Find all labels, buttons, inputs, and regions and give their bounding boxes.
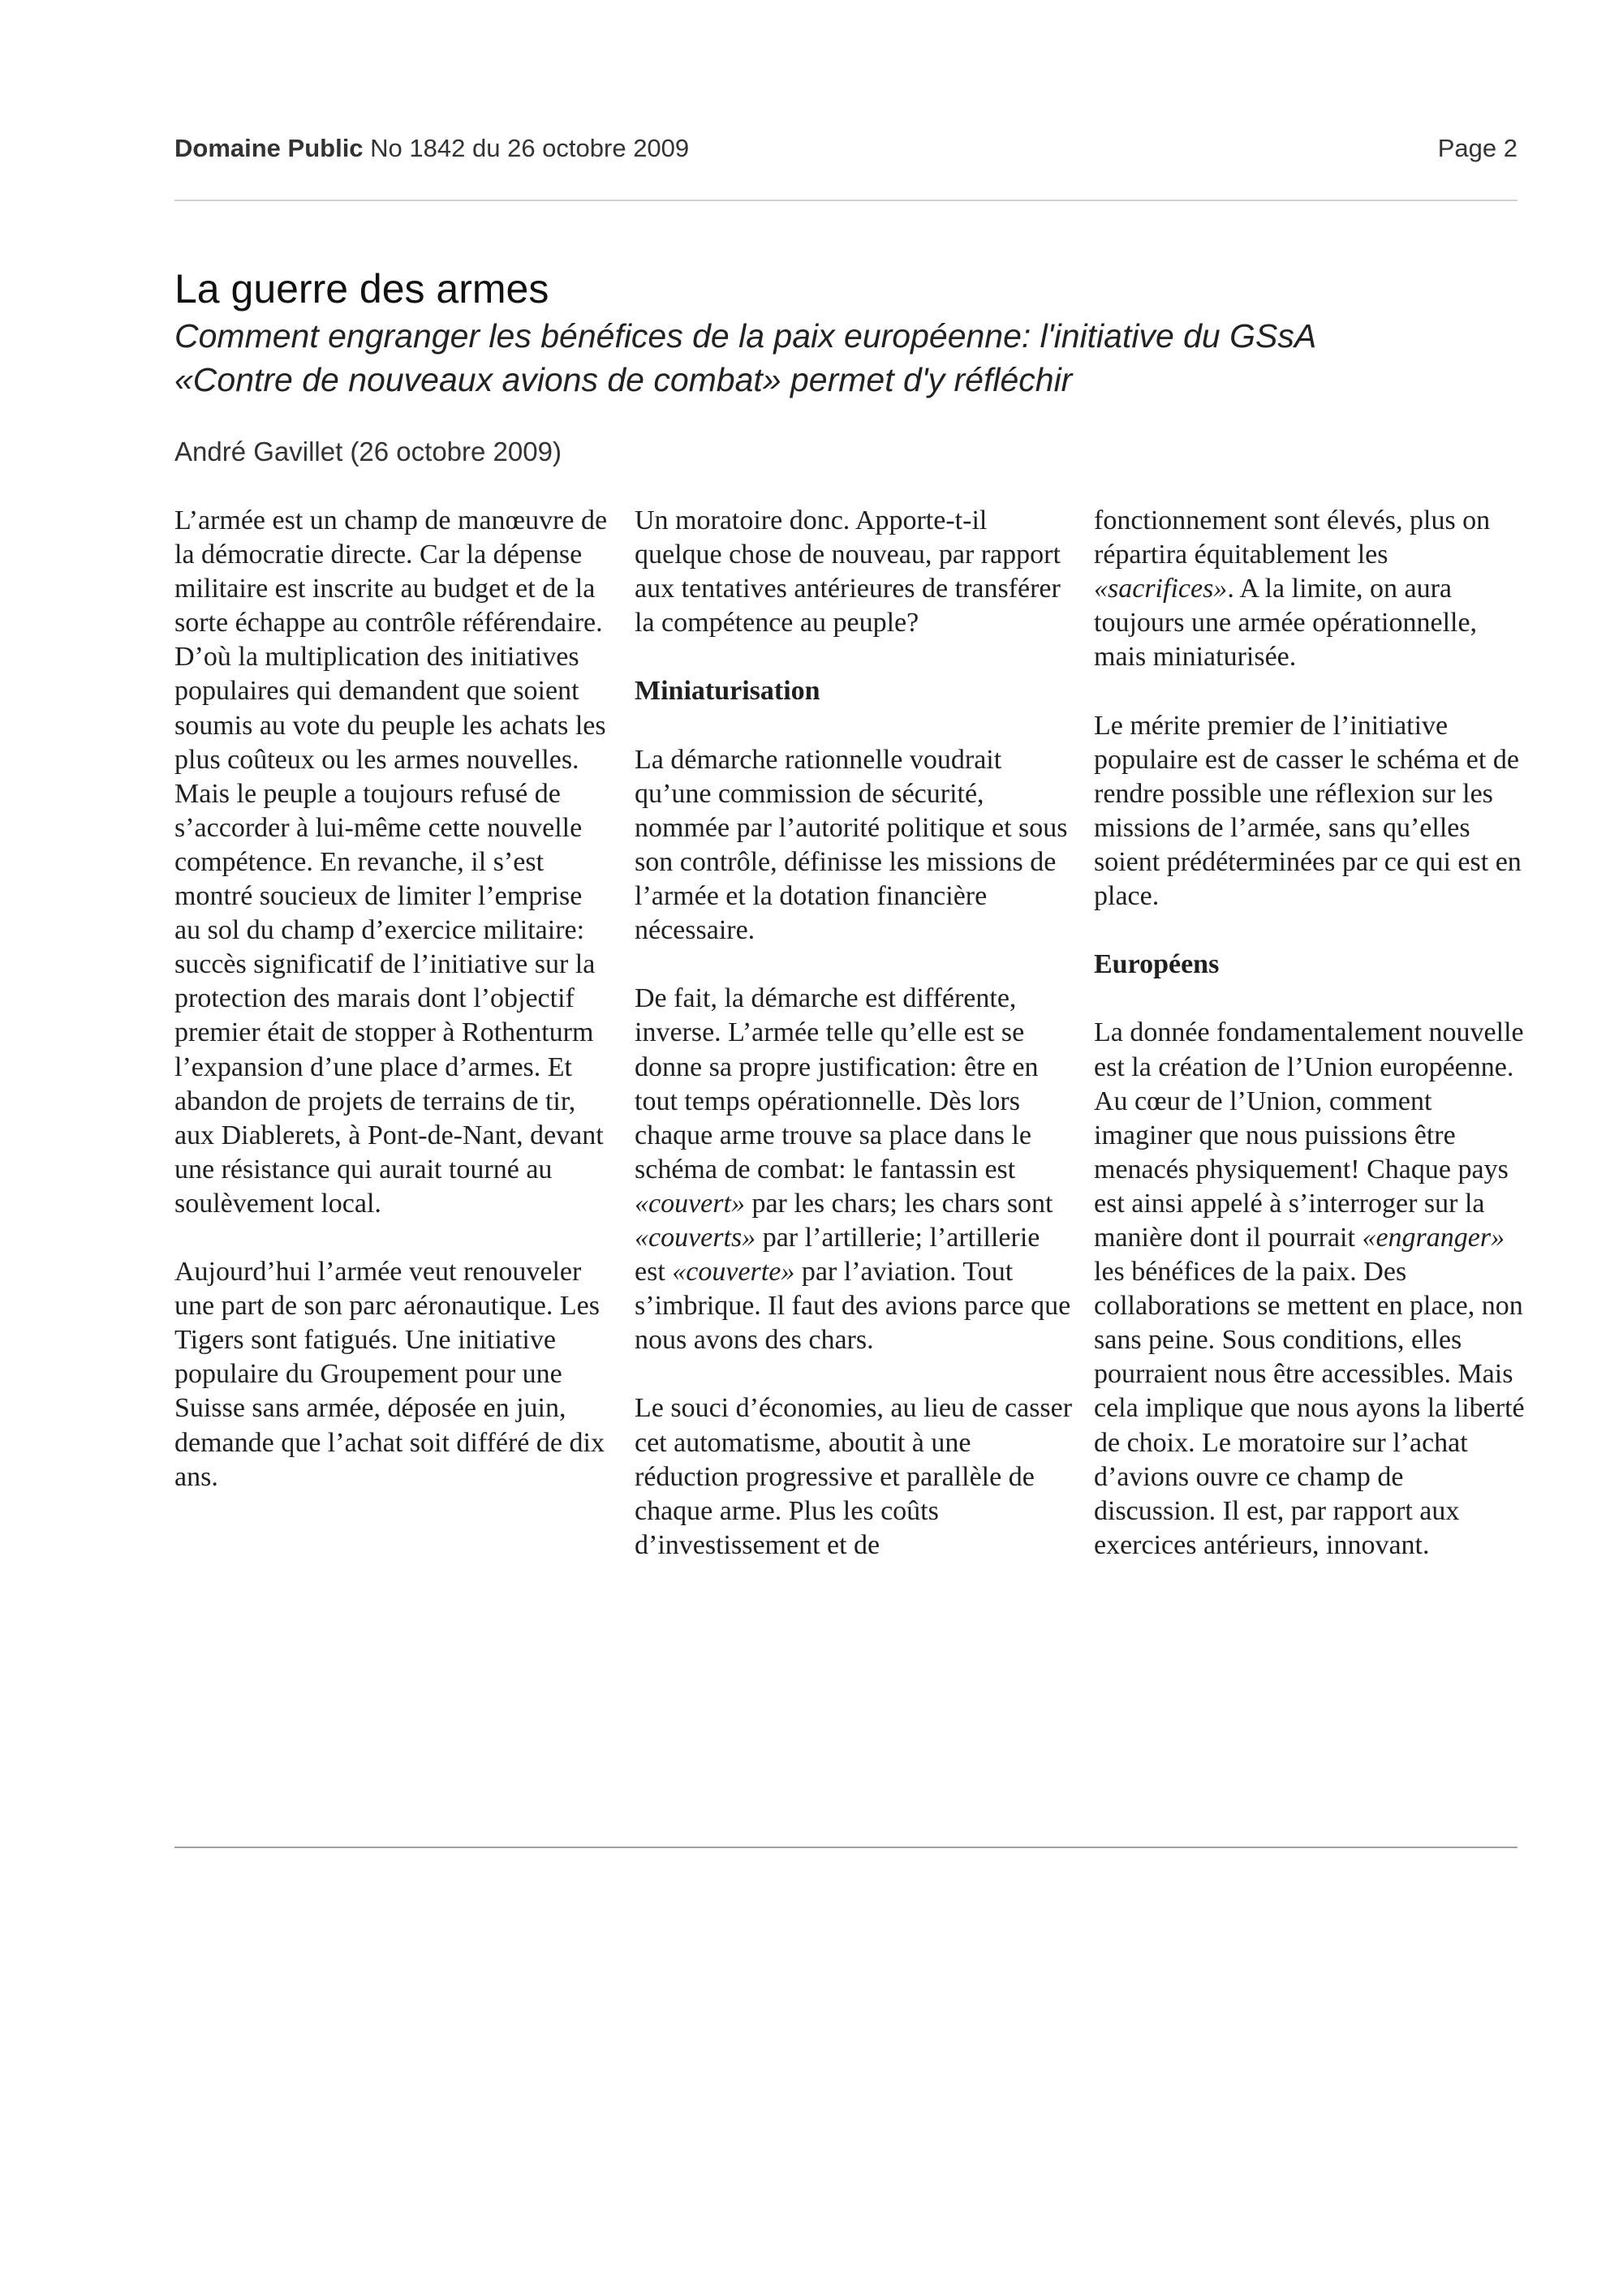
article-byline: André Gavillet (26 octobre 2009): [174, 436, 562, 467]
text-column-3: [1094, 504, 1532, 1563]
section-heading-europeens: Européens: [1094, 949, 1220, 980]
page-number: Page 2: [1437, 134, 1518, 162]
paragraph: [635, 982, 1073, 1357]
emphasis: «couverts»: [635, 1222, 756, 1253]
text-run: fonctionnement sont élevés, plus on répartira équitablement les: [1094, 505, 1491, 570]
paragraph: L’armée est un champ de manœuvre de la démocratie directe. Car la dépense militaire est inscrite au budget et de la sorte échappe au contrôle référendaire. D’où la multiplication des initiatives populaires qui demandent que soient soumis au vote du peuple les achats les plus coûteux ou les armes nouvelles. Mais le peuple a toujours refusé de s’accorder à lui-même cette nouvelle compétence. En revanche, il s’est montré soucieux de limiter l’emprise au sol du champ d’exercice militaire: succès significatif de l’initiative sur la protection des marais dont l’objectif premier était de stopper à Rothenturm l’expansion d’une place d’armes. Et abandon de projets de terrains de tir, aux Diablerets, à Pont-de-Nant, devant une résistance qui aurait tourné au soulèvement local.: [174, 505, 608, 1219]
issue-info: No 1842 du 26 octobre 2009: [370, 134, 690, 162]
header-divider: [174, 200, 1518, 201]
paragraph: La démarche rationnelle voudrait qu’une commission de sécurité, nommée par l’autorité politique et sous son contrôle, définisse les missions de l’armée et la dotation financière nécessaire.: [635, 744, 1068, 946]
paragraph: Le mérite premier de l’initiative populaire est de casser le schéma et de rendre possible une réflexion sur les missions de l’armée, sans qu’elles soient prédéterminées par ce qui est en place.: [1094, 710, 1522, 912]
emphasis: «couverte»: [672, 1257, 795, 1288]
subtitle-line-1: Comment engranger les bénéfices de la paix européenne: l'initiative du GSsA: [174, 317, 1317, 355]
text-run: La donnée fondamentalement nouvelle est la création de l’Union européenne. Au cœur de l’Union, comment imaginer que nous puissions être menacés physiquement! Chaque pays est ainsi appelé à s’interroger sur la manière dont il pourrait: [1094, 1017, 1524, 1253]
text-run: les bénéfices de la paix. Des collaborations se mettent en place, non sans peine. Sous conditions, elles pourraient nous être accessibles. Mais cela implique que nous ayons la liberté de choix. Le moratoire sur l’achat d’avions ouvre ce champ de discussion. Il est, par rapport aux exercices antérieurs, innovant.: [1094, 1257, 1525, 1560]
article-subtitle: [174, 314, 1518, 402]
text-column-1: [174, 504, 613, 1494]
footer-divider: [174, 1847, 1518, 1848]
section-heading-miniaturisation: Miniaturisation: [635, 676, 820, 707]
emphasis: «sacrifices»: [1094, 574, 1228, 604]
paragraph: [1094, 504, 1532, 674]
text-run: par l’aviation. Tout s’imbrique. Il faut des avions parce que nous avons des chars.: [635, 1257, 1071, 1356]
paragraph: Le souci d’économies, au lieu de casser cet automatisme, aboutit à une réduction progressive et parallèle de chaque arme. Plus les coûts d’investissement et de: [635, 1393, 1073, 1560]
subtitle-line-2: «Contre de nouveaux avions de combat» permet d'y réfléchir: [174, 361, 1073, 398]
article-title: La guerre des armes: [174, 266, 549, 312]
text-run: par l’artillerie; l’artillerie est: [635, 1222, 1040, 1288]
emphasis: «couvert»: [635, 1188, 745, 1219]
text-column-2: [635, 504, 1073, 1563]
running-header: [174, 134, 1518, 171]
text-run: par les chars; les chars sont: [744, 1188, 1053, 1219]
emphasis: «engranger»: [1362, 1222, 1505, 1253]
paragraph: [1094, 1016, 1532, 1563]
text-run: . A la limite, on aura toujours une armée opérationnelle, mais miniaturisée.: [1094, 574, 1478, 673]
paragraph: Un moratoire donc. Apporte-t-il quelque chose de nouveau, par rapport aux tentatives antérieures de transférer la compétence au peuple?: [635, 505, 1061, 638]
paragraph: Aujourd’hui l’armée veut renouveler une part de son parc aéronautique. Les Tigers sont fatigués. Une initiative populaire du Groupement pour une Suisse sans armée, déposée en juin, demande que l’achat soit différé de dix ans.: [174, 1257, 605, 1492]
text-run: De fait, la démarche est différente, inverse. L’armée telle qu’elle est se donne sa propre justification: être en tout temps opérationnelle. Dès lors chaque arme trouve sa place dans le schéma de combat: le fantassin est: [635, 983, 1039, 1185]
publication-name: Domaine Public: [174, 134, 364, 162]
